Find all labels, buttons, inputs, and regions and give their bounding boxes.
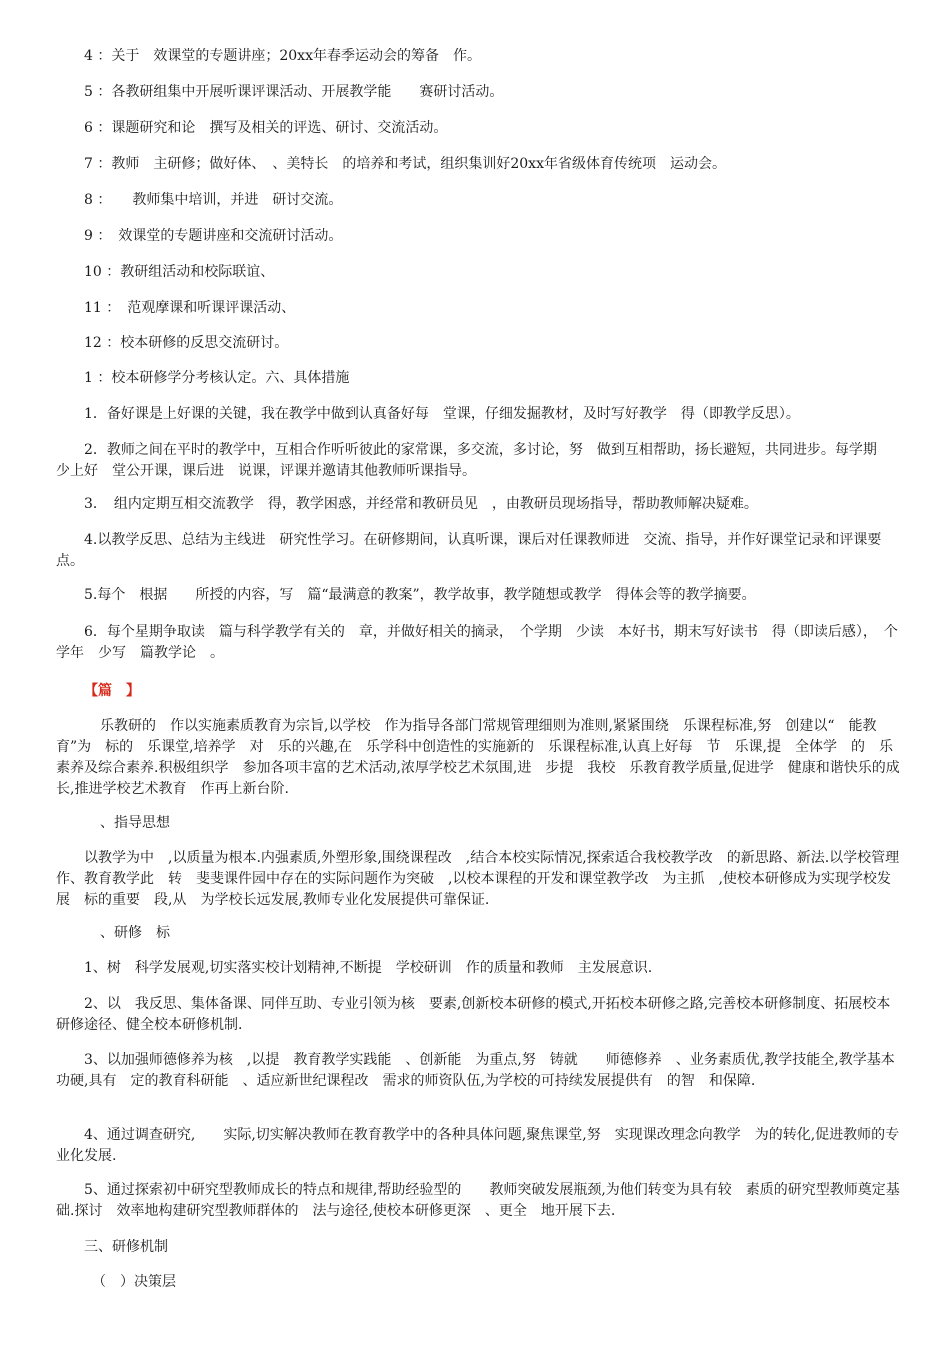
measure-2: 2．教师之间在平时的教学中，互相合作听听彼此的家常课，多交流，多讨论，努 做到互相帮助，扬长避短，共同进步。每学期 少上好 堂公开课，课后进 说课，评课并邀请其他教师听课指导。 bbox=[56, 442, 891, 479]
measure-6: 6．每个星期争取读 篇与科学教学有关的 章，并做好相关的摘录， 个学期 少读 本好书，期末写好读书 得（即读后感）， 个学年 少写 篇教学论 。 bbox=[56, 624, 898, 661]
measure-1: 1．备好课是上好课的关键，我在教学中做到认真备好每 堂课，仔细发掘教材，及时写好教学 得（即教学反思）。 bbox=[84, 406, 800, 422]
heading-training-mechanism: 三、研修机制 bbox=[84, 1239, 168, 1255]
heading-guiding-thought: 、指导思想 bbox=[100, 815, 170, 831]
schedule-item-10: 10 ：教研组活动和校际联谊、 bbox=[84, 264, 275, 280]
schedule-item-6: 6 ：课题研究和论 撰写及相关的评选、研讨、交流活动。 bbox=[84, 120, 448, 136]
schedule-item-12: 12 ：校本研修的反思交流研讨。 bbox=[84, 335, 289, 351]
schedule-item-1: 1 ：校本研修学分考核认定。六、具体措施 bbox=[84, 370, 350, 386]
schedule-item-11: 11 ： 范观摩课和听课评课活动、 bbox=[84, 300, 296, 316]
goal-1: 1、树 科学发展观,切实落实校计划精神,不断提 学校研训 作的质量和教师 主发展意识. bbox=[84, 960, 653, 976]
schedule-item-7: 7 ：教师 主研修；做好体、 、美特长 的培养和考试，组织集训好20xx年省级体育传统项 运动会。 bbox=[84, 156, 726, 172]
schedule-item-4: 4 ：关于 效课堂的专题讲座；20xx年春季运动会的筹备 作。 bbox=[84, 48, 481, 64]
schedule-item-5: 5 ：各教研组集中开展听课评课活动、开展教学能 赛研讨活动。 bbox=[84, 84, 504, 100]
measure-4: 4.以教学反思、总结为主线进 研究性学习。在研修期间，认真听课，课后对任课教师进 交流、指导，并作好课堂记录和评课要点。 bbox=[56, 532, 882, 569]
goal-4: 4、通过调查研究, 实际,切实解决教师在教育教学中的各种具体问题,聚焦课堂,努 实现课改理念向教学 为的转化,促进教师的专业化发展. bbox=[56, 1127, 900, 1164]
measure-5: 5.每个 根据 所授的内容，写 篇“最满意的教案”，教学故事，教学随想或教学 得体会等的教学摘要。 bbox=[84, 587, 756, 603]
guiding-thought-paragraph: 以教学为中 ,以质量为根本.内强素质,外塑形象,围绕课程改 ,结合本校实际情况,探索适合我校教学改 的新思路、新法.以学校管理 作、教育教学此 转 斐斐课件园中存在的实际问题作为突破 ,以校本课程的开发和课堂教学改 为主抓 ,使校本研修成为实现学校发展 标的重要 段,从 为学校长远发展,教师专业化发展提供可靠保证. bbox=[56, 850, 914, 908]
heading-training-goals: 、研修 标 bbox=[100, 925, 170, 941]
goal-3: 3、以加强师德修养为核 ,以提 教育教学实践能 、创新能 为重点,努 铸就 师德修养 、业务素质优,教学技能全,教学基本功硬,具有 定的教育科研能 、适应新世纪课程改 需求的师资队伍,为学校的可持续发展提供有 的智 和保障. bbox=[56, 1052, 895, 1089]
subheading-decision-layer: （ ）决策层 bbox=[92, 1274, 176, 1290]
intro-paragraph: 乐教研的 作以实施素质教育为宗旨,以学校 作为指导各部门常规管理细则为准则,紧紧围绕 乐课程标准,努 创建以“ 能教育”为 标的 乐课堂,培养学 对 乐的兴趣,在 乐学科中创造性的实施新的 乐课程标准,认真上好每 节 乐课,提 全体学 的 乐素养及综合素养.积极组织学 参加各项丰富的艺术活动,浓厚学校艺术氛围,进 步提 我校 乐教育教学质量,促进学 健康和谐快乐的成长,推进学校艺术教育 作再上新台阶. bbox=[56, 718, 900, 797]
section-tag: 【篇 】 bbox=[84, 683, 140, 699]
schedule-item-8: 8 ： 教师集中培训，并进 研讨交流。 bbox=[84, 192, 343, 208]
schedule-item-9: 9 ： 效课堂的专题讲座和交流研讨活动。 bbox=[84, 228, 343, 244]
goal-2: 2、以 我反思、集体备课、同伴互助、专业引领为核 要素,创新校本研修的模式,开拓校本研修之路,完善校本研修制度、拓展校本研修途径、健全校本研修机制. bbox=[56, 996, 891, 1033]
goal-5: 5、通过探索初中研究型教师成长的特点和规律,帮助经验型的 教师突破发展瓶颈,为他们转变为具有较 素质的研究型教师奠定基础.探讨 效率地构建研究型教师群体的 法与途径,使校本研修更深 、更全 地开展下去. bbox=[56, 1182, 900, 1219]
measure-3: 3． 组内定期互相交流教学 得，教学困惑，并经常和教研员见 ，由教研员现场指导，帮助教师解决疑难。 bbox=[84, 496, 758, 512]
